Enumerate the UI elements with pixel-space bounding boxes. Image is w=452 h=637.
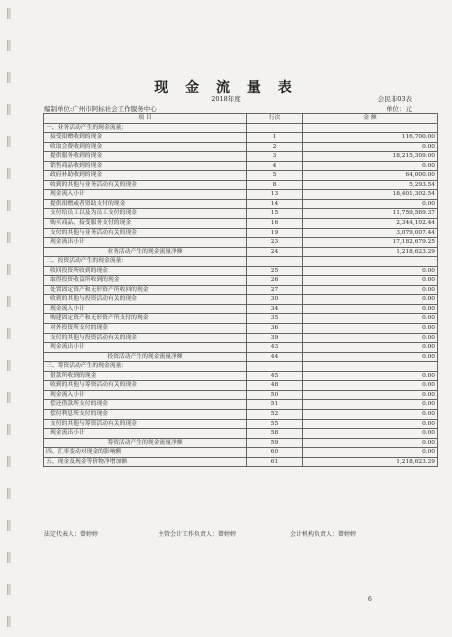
row-label: 业务活动产生的现金流量净额 xyxy=(44,247,247,257)
row-amount: 3,079,007.44 xyxy=(303,228,438,238)
row-line: 61 xyxy=(247,457,303,467)
row-line: 30 xyxy=(247,295,303,305)
row-amount: 17,182,679.25 xyxy=(303,238,438,248)
binding-hole xyxy=(7,616,11,627)
row-line: 5 xyxy=(247,171,303,181)
table-row xyxy=(44,390,438,400)
row-amount: 0.00 xyxy=(303,266,438,276)
legal-representative: 法定代表人：曾婷婷 xyxy=(44,531,99,538)
row-label: 四、汇率变动对现金的影响额 xyxy=(44,448,247,458)
column-header-line: 行次 xyxy=(247,114,303,124)
table-row xyxy=(44,180,438,190)
row-amount: 18,401,302.54 xyxy=(303,190,438,200)
row-label: 政府补助收到的现金 xyxy=(44,171,247,181)
row-amount: 5,293.54 xyxy=(303,180,438,190)
row-line: 50 xyxy=(247,390,303,400)
row-line: 60 xyxy=(247,448,303,458)
row-label: 支付给员工以及为员工支付的现金 xyxy=(44,209,247,219)
table-row xyxy=(44,161,438,171)
row-label: 一、业务活动产生的现金流量： xyxy=(44,123,247,133)
row-line: 39 xyxy=(247,333,303,343)
row-label: 现金流入小计 xyxy=(44,304,247,314)
row-label: 处置固定资产和无形资产所收回的现金 xyxy=(44,285,247,295)
row-label: 收回投资所收到的现金 xyxy=(44,266,247,276)
row-label: 五、现金及现金等价物净增加额 xyxy=(44,457,247,467)
row-amount xyxy=(303,362,438,372)
table-row xyxy=(44,352,438,362)
row-line: 14 xyxy=(247,199,303,209)
table-row xyxy=(44,419,438,429)
row-label: 现金流出小计 xyxy=(44,429,247,439)
binding-hole xyxy=(7,360,11,371)
row-line: 4 xyxy=(247,161,303,171)
row-line: 23 xyxy=(247,238,303,248)
binding-hole xyxy=(7,488,11,499)
binding-hole xyxy=(7,232,11,243)
row-line xyxy=(247,362,303,372)
row-label: 借款所收到的现金 xyxy=(44,371,247,381)
table-row xyxy=(44,133,438,143)
row-amount: 0.00 xyxy=(303,409,438,419)
table-header-row xyxy=(44,114,438,124)
row-amount: 1,218,623.29 xyxy=(303,247,438,257)
row-label: 偿还借款所支付的现金 xyxy=(44,400,247,410)
table-row xyxy=(44,276,438,286)
row-amount xyxy=(303,123,438,133)
row-line: 19 xyxy=(247,228,303,238)
row-amount: 0.00 xyxy=(303,429,438,439)
row-amount: 0.00 xyxy=(303,352,438,362)
currency-unit: 单位：元 xyxy=(386,105,412,113)
row-amount: 0.00 xyxy=(303,343,438,353)
row-amount: 64,000.00 xyxy=(303,171,438,181)
table-row xyxy=(44,429,438,439)
row-amount: 0.00 xyxy=(303,161,438,171)
row-line: 2 xyxy=(247,142,303,152)
row-line: 59 xyxy=(247,438,303,448)
cash-flow-table xyxy=(43,113,438,467)
table-row xyxy=(44,266,438,276)
row-label: 支付的其他与筹资活动有关的现金 xyxy=(44,419,247,429)
table-row xyxy=(44,343,438,353)
table-row xyxy=(44,362,438,372)
row-label: 取得投资收益所收到的现金 xyxy=(44,276,247,286)
accounting-head: 主管会计工作负责人：曾婷婷 xyxy=(158,531,237,538)
row-amount xyxy=(303,257,438,267)
binding-hole xyxy=(7,424,11,435)
binding-hole xyxy=(7,328,11,339)
row-line: 1 xyxy=(247,133,303,143)
row-line: 43 xyxy=(247,343,303,353)
binding-hole xyxy=(7,264,11,275)
table-row xyxy=(44,314,438,324)
row-line: 36 xyxy=(247,324,303,334)
table-row xyxy=(44,199,438,209)
binding-hole xyxy=(7,40,11,51)
row-label: 收到的其他与投资活动有关的现金 xyxy=(44,295,247,305)
report-year: 2018年度 xyxy=(211,95,241,103)
row-amount: 0.00 xyxy=(303,304,438,314)
row-line: 35 xyxy=(247,314,303,324)
table-row xyxy=(44,438,438,448)
table-row xyxy=(44,285,438,295)
row-label: 接受捐赠收到的现金 xyxy=(44,133,247,143)
table-row xyxy=(44,228,438,238)
row-label: 支付的其他与投资活动有关的现金 xyxy=(44,333,247,343)
table-row xyxy=(44,238,438,248)
row-line: 55 xyxy=(247,419,303,429)
row-label: 投资活动产生的现金流量净额 xyxy=(44,352,247,362)
row-amount: 116,700.00 xyxy=(303,133,438,143)
row-amount: 11,759,569.37 xyxy=(303,209,438,219)
row-amount: 0.00 xyxy=(303,438,438,448)
form-number: 会民非03表 xyxy=(377,95,412,103)
table-row xyxy=(44,142,438,152)
row-amount: 0.00 xyxy=(303,333,438,343)
table-row xyxy=(44,448,438,458)
row-line: 34 xyxy=(247,304,303,314)
row-label: 偿付利息所支付的现金 xyxy=(44,409,247,419)
row-amount: 0.00 xyxy=(303,285,438,295)
row-amount: 0.00 xyxy=(303,419,438,429)
row-label: 二、投资活动产生的现金流量： xyxy=(44,257,247,267)
column-header-amount: 金 额 xyxy=(303,114,438,124)
row-amount: 0.00 xyxy=(303,448,438,458)
row-label: 对外投资所支付的现金 xyxy=(44,324,247,334)
row-line: 27 xyxy=(247,285,303,295)
binding-hole xyxy=(7,104,11,115)
row-line: 45 xyxy=(247,371,303,381)
row-amount: 0.00 xyxy=(303,142,438,152)
row-line: 52 xyxy=(247,409,303,419)
row-amount: 0.00 xyxy=(303,381,438,391)
row-line: 13 xyxy=(247,190,303,200)
row-label: 筹资活动产生的现金流量净额 xyxy=(44,438,247,448)
row-label: 提供服务收到的现金 xyxy=(44,152,247,162)
binding-hole xyxy=(7,200,11,211)
row-label: 支付的其他与业务活动有关的现金 xyxy=(44,228,247,238)
binding-hole xyxy=(7,296,11,307)
table-row xyxy=(44,381,438,391)
table-row xyxy=(44,123,438,133)
report-title: 现 金 流 量 表 xyxy=(154,80,298,96)
row-amount: 0.00 xyxy=(303,295,438,305)
table-row xyxy=(44,295,438,305)
row-line xyxy=(247,257,303,267)
table-row xyxy=(44,209,438,219)
binding-hole xyxy=(7,136,11,147)
row-line: 44 xyxy=(247,352,303,362)
table-row xyxy=(44,457,438,467)
table-row xyxy=(44,333,438,343)
row-label: 销售商品收到的现金 xyxy=(44,161,247,171)
row-label: 收到的其他与筹资活动有关的现金 xyxy=(44,381,247,391)
binding-hole xyxy=(7,456,11,467)
row-label: 购建固定资产和无形资产所支付的现金 xyxy=(44,314,247,324)
row-amount: 0.00 xyxy=(303,324,438,334)
table-row xyxy=(44,257,438,267)
table-row xyxy=(44,371,438,381)
row-amount: 0.00 xyxy=(303,314,438,324)
row-label: 现金流出小计 xyxy=(44,343,247,353)
row-line: 26 xyxy=(247,276,303,286)
row-line: 25 xyxy=(247,266,303,276)
row-label: 收取会费收到的现金 xyxy=(44,142,247,152)
row-amount: 0.00 xyxy=(303,390,438,400)
row-line xyxy=(247,123,303,133)
table-row xyxy=(44,304,438,314)
row-amount: 18,215,309.00 xyxy=(303,152,438,162)
row-label: 三、筹资活动产生的现金流量： xyxy=(44,362,247,372)
table-row xyxy=(44,219,438,229)
row-amount: 2,344,102.44 xyxy=(303,219,438,229)
row-line: 8 xyxy=(247,180,303,190)
binding-hole xyxy=(7,552,11,563)
table-row xyxy=(44,324,438,334)
binding-hole xyxy=(7,520,11,531)
row-line: 24 xyxy=(247,247,303,257)
row-amount: 0.00 xyxy=(303,400,438,410)
row-label: 现金流入小计 xyxy=(44,190,247,200)
row-line: 15 xyxy=(247,209,303,219)
table-row xyxy=(44,190,438,200)
table-row xyxy=(44,247,438,257)
column-header-item: 项 目 xyxy=(44,114,247,124)
accounting-dept-head: 会计机构负责人：曾婷婷 xyxy=(290,531,357,538)
row-amount: 0.00 xyxy=(303,276,438,286)
table-row xyxy=(44,152,438,162)
row-line: 51 xyxy=(247,400,303,410)
binding-hole xyxy=(7,392,11,403)
row-label: 现金流入小计 xyxy=(44,390,247,400)
row-amount: 0.00 xyxy=(303,199,438,209)
row-amount: 1,218,623.29 xyxy=(303,457,438,467)
row-line: 16 xyxy=(247,219,303,229)
table-row xyxy=(44,409,438,419)
binding-hole xyxy=(7,8,11,19)
page-number: 6 xyxy=(368,596,372,603)
table-row xyxy=(44,400,438,410)
binding-hole xyxy=(7,584,11,595)
entity-name: 编制单位:广州市阿标社会工作服务中心 xyxy=(44,105,157,113)
row-line: 48 xyxy=(247,381,303,391)
binding-hole xyxy=(7,168,11,179)
row-label: 购买商品、接受服务支付的现金 xyxy=(44,219,247,229)
row-line: 3 xyxy=(247,152,303,162)
row-label: 收到的其他与业务活动有关的现金 xyxy=(44,180,247,190)
row-label: 现金流出小计 xyxy=(44,238,247,248)
row-label: 提供捐赠或者资助支付的现金 xyxy=(44,199,247,209)
row-amount: 0.00 xyxy=(303,371,438,381)
row-line: 58 xyxy=(247,429,303,439)
table-row xyxy=(44,171,438,181)
